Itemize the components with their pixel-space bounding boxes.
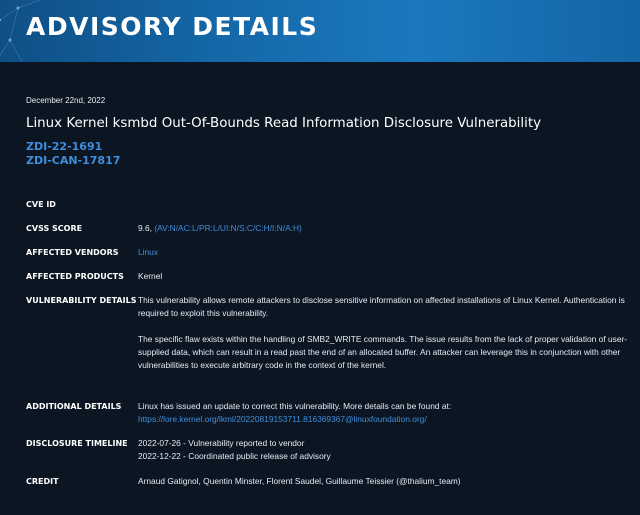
zdi-can-id: ZDI-CAN-17817 — [26, 154, 121, 167]
vulnerability-specifics: The specific flaw exists within the handling of SMB2_WRITE commands. The issue results from the lack of proper validation of user-supplied data, which can result in a read past the end of an allocated buffer. An attacker can leverage this in conjunction with other vulnerabilities to execute arbitrary code in the context of the kernel. — [138, 334, 628, 370]
affected-products-value: Kernel — [138, 271, 163, 281]
affected-vendors-label: AFFECTED VENDORS — [26, 248, 119, 257]
disclosure-timeline-label: DISCLOSURE TIMELINE — [26, 439, 128, 448]
cvss-score-label: CVSS SCORE — [26, 224, 83, 233]
credit-value: Arnaud Gatignol, Quentin Minster, Florent Saudel, Guillaume Teissier (@thalium_team) — [138, 476, 461, 486]
advisory-title: Linux Kernel ksmbd Out-Of-Bounds Read Information Disclosure Vulnerability — [26, 116, 541, 131]
zdi-id: ZDI-22-1691 — [26, 140, 103, 153]
timeline-entry: 2022-07-26 - Vulnerability reported to vendor — [138, 438, 305, 448]
advisory-ids — [26, 140, 120, 168]
cvss-score-value — [138, 222, 628, 235]
vendor-link[interactable]: Linux — [138, 247, 159, 257]
credit-label: CREDIT — [26, 477, 59, 486]
page-title: ADVISORY DETAILS — [26, 12, 319, 41]
affected-vendors-value — [138, 246, 628, 259]
disclosure-timeline-value — [138, 437, 628, 463]
advisory-banner — [0, 0, 640, 62]
vulnerability-summary: This vulnerability allows remote attackers to disclose sensitive information on affected installations of Linux Kernel. Authentication is required to exploit this vulnerability. — [138, 295, 625, 318]
vulnerability-details-label: VULNERABILITY DETAILS — [26, 296, 137, 305]
vulnerability-details-value — [138, 294, 628, 372]
additional-details-value — [138, 400, 628, 426]
lore-kernel-link[interactable]: https://lore.kernel.org/lkml/20220819153711.816369367@linuxfoundation.org/ — [138, 414, 427, 424]
timeline-entry: 2022-12-22 - Coordinated public release of advisory — [138, 451, 331, 461]
cve-id-label: CVE ID — [26, 200, 56, 209]
cvss-vector-link[interactable]: (AV:N/AC:L/PR:L/UI:N/S:C/C:H/I:N/A:H) — [154, 223, 302, 233]
additional-details-text: Linux has issued an update to correct this vulnerability. More details can be found at: — [138, 401, 452, 411]
affected-products-label: AFFECTED PRODUCTS — [26, 272, 124, 281]
advisory-date: December 22nd, 2022 — [26, 96, 106, 105]
cvss-score: 9.6, — [138, 223, 152, 233]
additional-details-label: ADDITIONAL DETAILS — [26, 402, 122, 411]
